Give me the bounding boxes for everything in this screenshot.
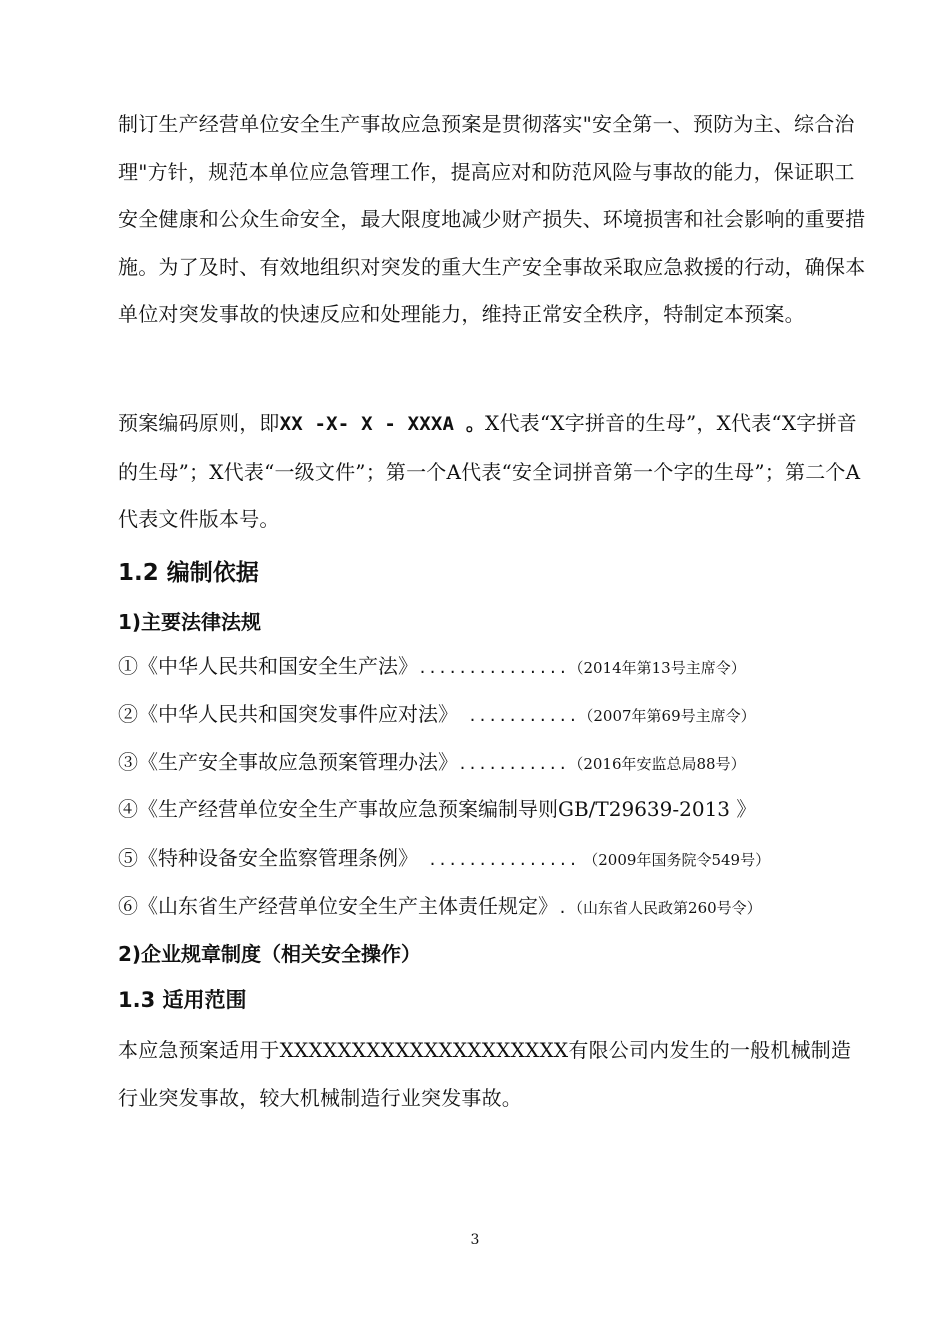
coding-principle-paragraph (118, 400, 868, 544)
section-heading-1-3: 1.3 适用范围 (118, 988, 247, 1012)
law-note: （山东省人民政第260号令） (568, 899, 762, 917)
law-leader-dots: ............... (418, 851, 579, 869)
law-item (118, 890, 858, 922)
coding-code: XX -X- X - XXXA 。 (279, 413, 486, 435)
law-leader-dots: . (558, 899, 569, 917)
intro-paragraph: 制订生产经营单位安全生产事故应急预案是贯彻落实"安全第一、预防为主、综合治理"方针，规范本单位应急管理工作，提高应对和防范风险与事故的能力，保证职工安全健康和公众生命安全，最大限度地减少财产损失、环境损害和社会影响的重要措施。为了及时、有效地组织对突发的重大生产安全事故采取应急救援的行动，确保本单位对突发事故的快速反应和处理能力，维持正常安全秩序，特制定本预案。 (118, 112, 866, 326)
scope-paragraph: 本应急预案适用于XXXXXXXXXXXXXXXXXXXX有限公司内发生的一般机械制造行业突发事故，较大机械制造行业突发事故。 (118, 1038, 852, 1110)
law-note: （2016年安监总局88号） (568, 755, 746, 773)
law-item (118, 842, 858, 874)
law-item (118, 793, 858, 825)
law-number: ⑥ (118, 894, 138, 918)
law-title: 《中华人民共和国安全生产法》 (138, 654, 418, 678)
law-leader-dots: ............... (418, 659, 569, 677)
page-number: 3 (470, 1232, 480, 1248)
subheading-main-laws: 1)主要法律法规 (118, 610, 262, 634)
law-item (118, 698, 858, 730)
law-number: ① (118, 654, 138, 678)
law-number: ② (118, 702, 138, 726)
law-title: 《中华人民共和国突发事件应对法》 (138, 702, 458, 726)
coding-rest: X代表“X字拼音的生母”，X代表“X字拼音的生母”；X代表“一级文件”；第一个A代表“安全词拼音第一个字的生母”；第二个A代表文件版本号。 (118, 411, 861, 531)
law-number: ③ (118, 750, 138, 774)
law-title: 《山东省生产经营单位安全生产主体责任规定》 (138, 894, 558, 918)
law-leader-dots: ........... (458, 755, 569, 773)
law-number: ④ (118, 797, 138, 821)
law-number: ⑤ (118, 846, 138, 870)
coding-prefix: 预案编码原则，即 (118, 411, 280, 435)
subheading-company-rules: 2)企业规章制度（相关安全操作） (118, 942, 422, 966)
law-note: （2014年第13号主席令） (568, 659, 746, 677)
law-note: （2007年第69号主席令） (578, 707, 756, 725)
law-title: 《特种设备安全监察管理条例》 (138, 846, 418, 870)
law-item (118, 650, 858, 682)
law-leader-dots: ........... (458, 707, 579, 725)
law-item (118, 746, 858, 778)
law-title: 《生产安全事故应急预案管理办法》 (138, 750, 458, 774)
law-title: 《生产经营单位安全生产事故应急预案编制导则GB/T29639-2013 》 (138, 797, 757, 821)
section-heading-1-2: 1.2 编制依据 (118, 560, 259, 586)
law-note: （2009年国务院令549号） (578, 851, 771, 869)
